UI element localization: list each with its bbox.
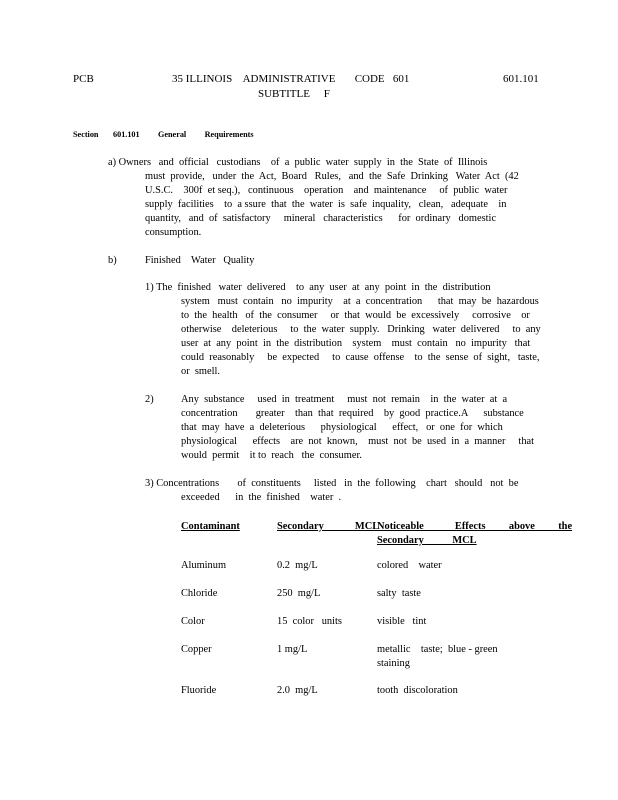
cell-mcl: 0.2 mg/L (277, 560, 318, 571)
item-b1-line: system must contain no impurity at a concentration that may be hazardous (181, 296, 539, 307)
col-header-mcl: Secondary MCL (277, 521, 380, 532)
item-b-label: b) (108, 255, 117, 266)
cell-contaminant: Chloride (181, 588, 218, 599)
item-a-line: a) Owners and official custodians of a public water supply in the State of Illinois (108, 157, 488, 168)
item-b2-line: that may have a deleterious physiological effect, or one for which (181, 422, 503, 433)
cell-effects-cont: staining (377, 658, 410, 669)
item-b-title: Finished Water Quality (145, 255, 255, 266)
cell-contaminant: Fluoride (181, 685, 217, 696)
cell-contaminant: Aluminum (181, 560, 227, 571)
cell-mcl: 1 mg/L (277, 644, 308, 655)
section-number: 601.101 (113, 130, 140, 139)
item-b1-line: or smell. (181, 366, 220, 377)
item-b1-line: could reasonably be expected to cause offense to the sense of sight, taste, (181, 352, 540, 363)
section-label: Section (73, 130, 99, 139)
cell-mcl: 2.0 mg/L (277, 685, 318, 696)
col-header-effects-line2: Secondary MCL (377, 535, 477, 546)
cell-effects: tooth discoloration (377, 685, 458, 696)
header-title-line2: SUBTITLE F (258, 88, 330, 100)
cell-effects: metallic taste; blue - green (377, 644, 498, 655)
item-a-line: supply facilities to a ssure that the water is safe inquality, clean, adequate in (145, 199, 507, 210)
item-b1-line: otherwise deleterious to the water supply. Drinking water delivered to any (181, 324, 541, 335)
item-b1-line: user at any point in the distribution system must contain no impurity that (181, 338, 531, 349)
item-b2-line: concentration greater than that required by good practice.A substance (181, 408, 524, 419)
cell-effects: colored water (377, 560, 442, 571)
item-b1-line: 1) The finished water delivered to any user at any point in the distribution (145, 282, 491, 293)
item-b2-line: would permit it to reach the consumer. (181, 450, 362, 461)
cell-contaminant: Color (181, 616, 205, 627)
item-b2-label: 2) (145, 394, 154, 405)
col-header-effects-line1: Noticeable Effects above the (377, 521, 573, 532)
item-b3-line: 3) Concentrations of constituents listed in the following chart should not be (145, 478, 519, 489)
cell-contaminant: Copper (181, 644, 212, 655)
item-b3-line: exceeded in the finished water . (181, 492, 342, 503)
col-header-contaminant: Contaminant (181, 521, 240, 532)
item-a-line: quantity, and of satisfactory mineral characteristics for ordinary domestic (145, 213, 497, 224)
header-left: PCB (73, 73, 94, 85)
item-b2-line: Any substance used in treatment must not remain in the water at a (181, 394, 508, 405)
cell-effects: visible tint (377, 616, 427, 627)
cell-effects: salty taste (377, 588, 421, 599)
header-title-line1: 35 ILLINOIS ADMINISTRATIVE CODE 601 (172, 73, 410, 85)
item-b1-line: to the health of the consumer or that would be excessively corrosive or (181, 310, 530, 321)
cell-mcl: 15 color units (277, 616, 342, 627)
item-a-line: consumption. (145, 227, 202, 238)
item-b2-line: physiological effects are not known, must not be used in a manner that (181, 436, 535, 447)
item-a-line: U.S.C. 300f et seq.), continuous operation and maintenance of public water (145, 185, 508, 196)
item-a-line: must provide, under the Act, Board Rules, and the Safe Drinking Water Act (42 (145, 171, 519, 182)
header-right: 601.101 (503, 73, 539, 85)
section-title: General Requirements (158, 130, 254, 139)
cell-mcl: 250 mg/L (277, 588, 321, 599)
